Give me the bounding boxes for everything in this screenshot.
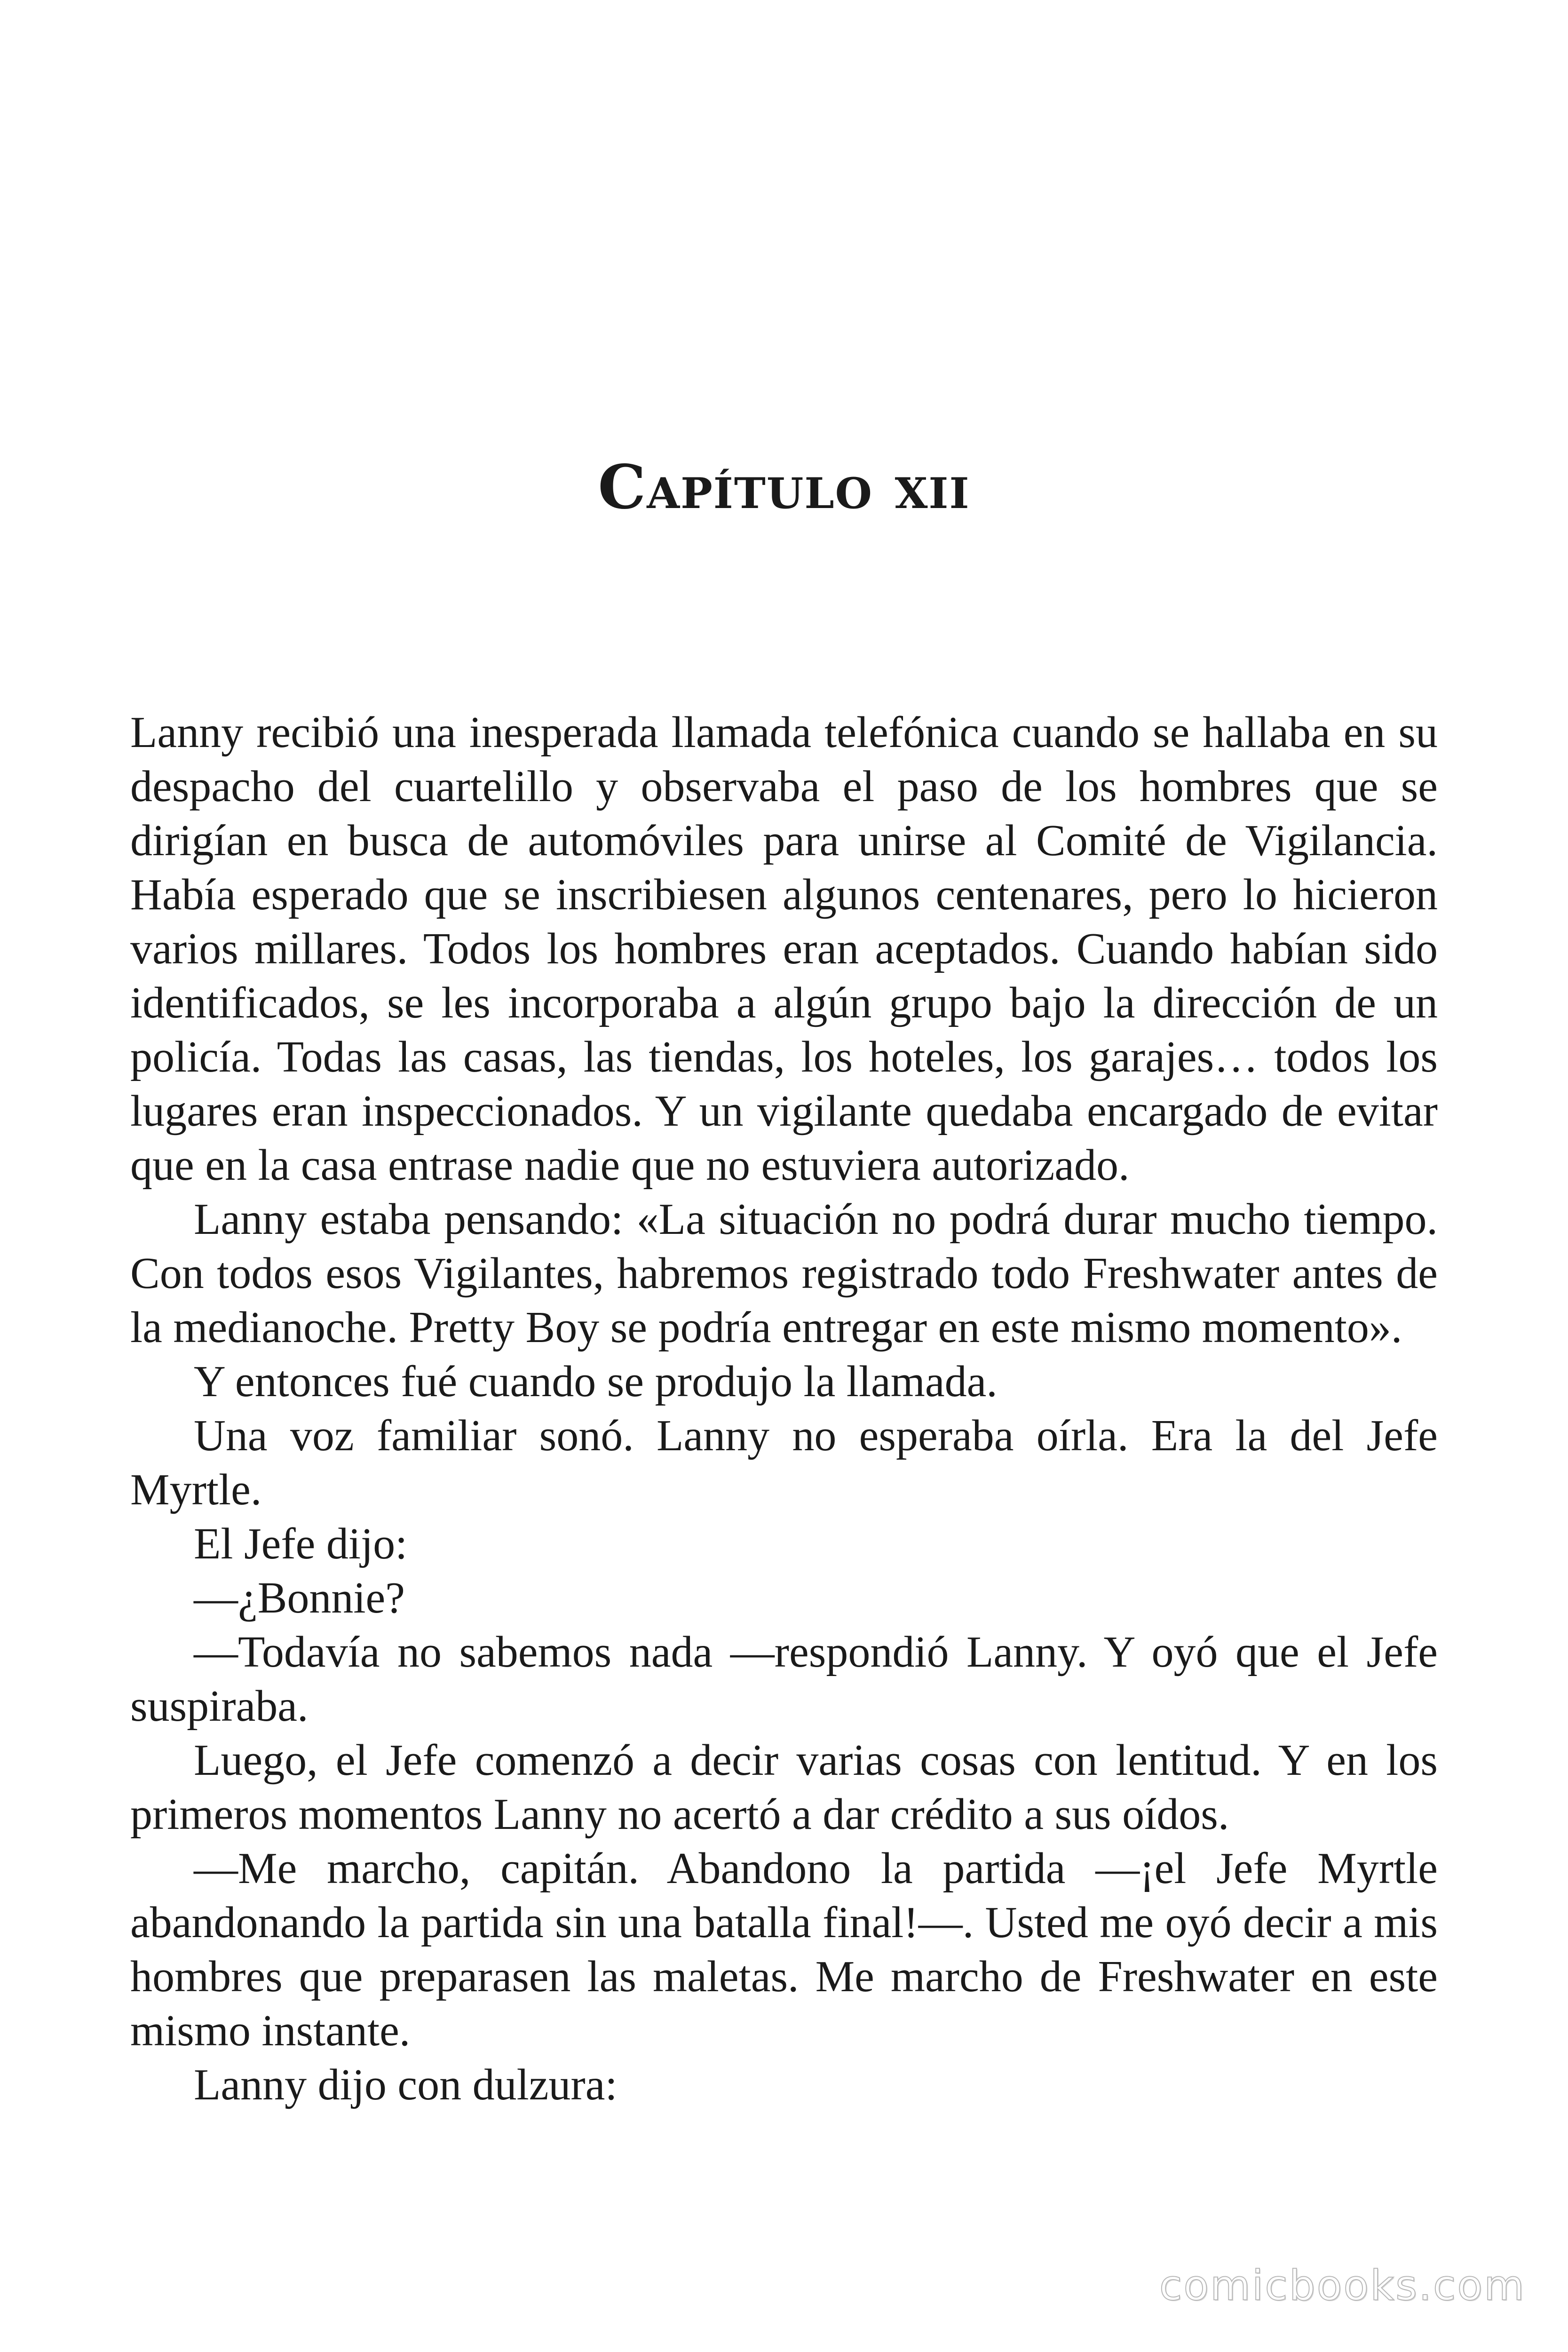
chapter-title: Capítulo xii: [598, 452, 970, 523]
paragraph: —¿Bonnie?: [194, 1573, 405, 1622]
watermark: comicbooks.com: [1159, 2261, 1526, 2310]
paragraph: —Me marcho, capitán. Abandono la partida —¡el Jefe Myrtle abandonando la partida sin una batalla final!—. Usted me oyó decir a mis hombres que preparasen las maletas. Me marcho de Freshwater en este mismo instante.: [130, 1844, 1438, 2055]
paragraph: Luego, el Jefe comenzó a decir varias cosas con lentitud. Y en los primeros momentos Lanny no acertó a dar crédito a sus oídos.: [130, 1736, 1438, 1839]
paragraph: Lanny estaba pensando: «La situación no podrá durar mucho tiempo. Con todos esos Vigilantes, habremos registrado todo Freshwater antes de la medianoche. Pretty Boy se podría entregar en este mismo momento».: [130, 1195, 1438, 1352]
paragraph: Una voz familiar sonó. Lanny no esperaba oírla. Era la del Jefe Myrtle.: [130, 1411, 1438, 1514]
paragraph: Lanny dijo con dulzura:: [194, 2060, 618, 2109]
paragraph: —Todavía no sabemos nada —respondió Lanny. Y oyó que el Jefe suspiraba.: [130, 1628, 1438, 1731]
paragraph: El Jefe dijo:: [194, 1519, 408, 1568]
paragraph: Y entonces fué cuando se produjo la llamada.: [194, 1357, 998, 1406]
paragraph: Lanny recibió una inesperada llamada telefónica cuando se hallaba en su despacho del cuartelillo y observaba el paso de los hombres que se dirigían en busca de automóviles para unirse al Comité de Vigilancia. Había esperado que se inscribiesen algunos centenares, pero lo hicieron varios millares. Todos los hombres eran aceptados. Cuando habían sido identificados, se les incorporaba a algún grupo bajo la dirección de un policía. Todas las casas, las tiendas, los hoteles, los garajes… todos los lugares eran inspeccionados. Y un vigilante quedaba encargado de evitar que en la casa entrase nadie que no estuviera autorizado.: [130, 708, 1438, 1190]
chapter-body: [130, 706, 1438, 2112]
